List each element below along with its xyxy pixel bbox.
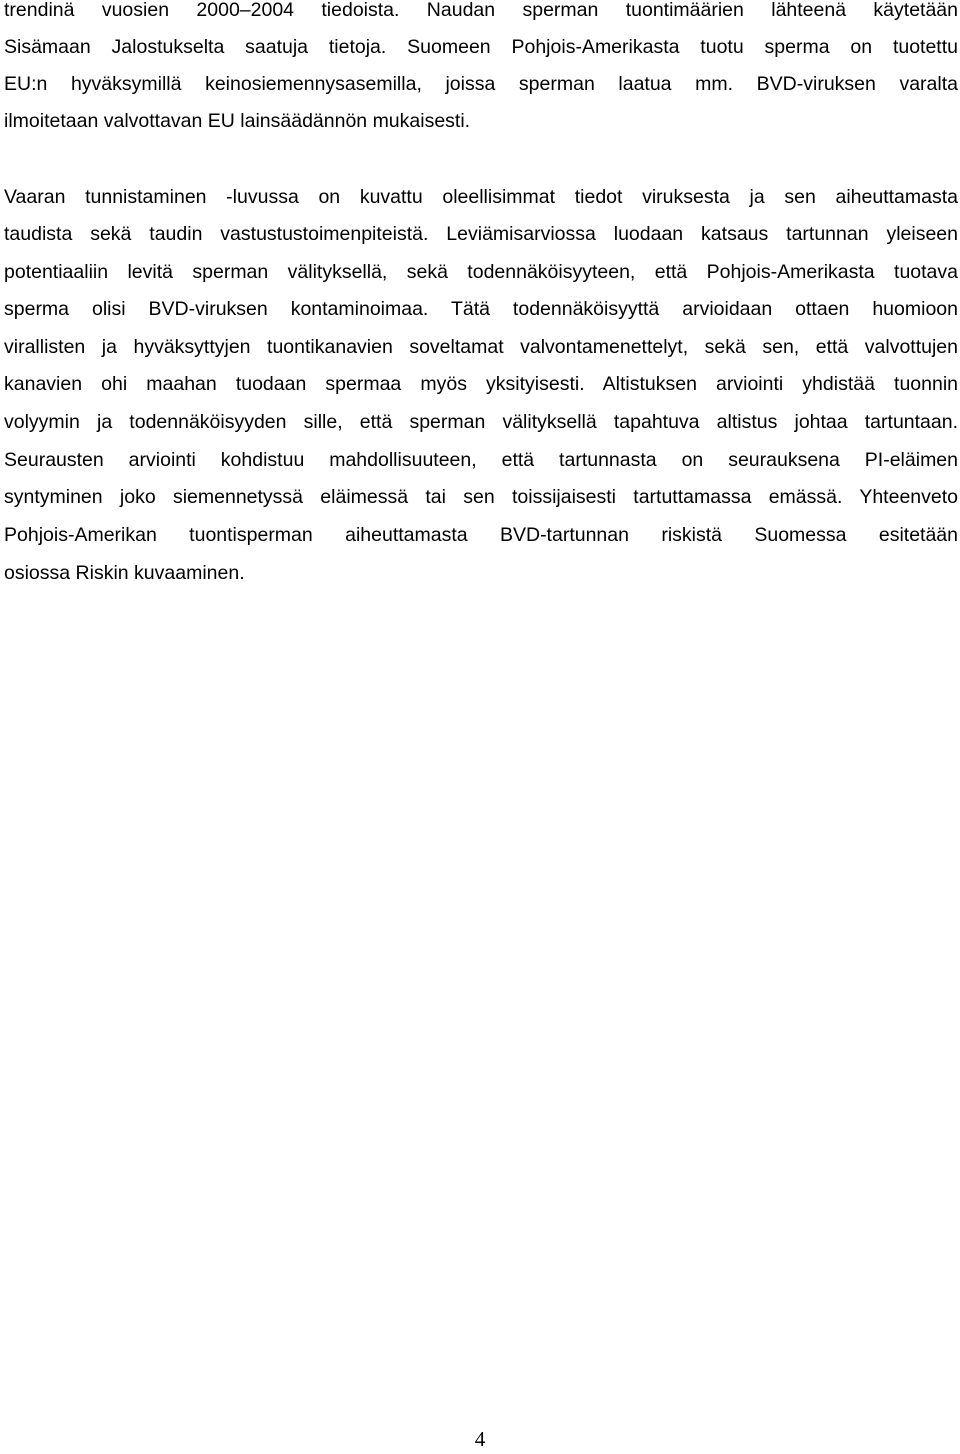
text-line: trendinä vuosien 2000–2004 tiedoista. Naudan sperman tuontimäärien lähteenä käytetään xyxy=(4,0,958,21)
page-number: 4 xyxy=(474,1427,486,1451)
text-line: virallisten ja hyväksyttyjen tuontikanavien soveltamat valvontamenettelyt, sekä sen, että valvottujen xyxy=(4,336,958,358)
text-line: potentiaaliin levitä sperman välityksellä, sekä todennäköisyyteen, että Pohjois-Amerikasta tuotava xyxy=(4,261,958,283)
text-line: sperma olisi BVD-viruksen kontaminoimaa. Tätä todennäköisyyttä arvioidaan ottaen huomioon xyxy=(4,298,958,320)
text-line: EU:n hyväksymillä keinosiemennysasemilla, joissa sperman laatua mm. BVD-viruksen varalta xyxy=(4,73,958,95)
text-line: Sisämaan Jalostukselta saatuja tietoja. Suomeen Pohjois-Amerikasta tuotu sperma on tuotettu xyxy=(4,36,958,58)
text-line: osiossa Riskin kuvaaminen. xyxy=(4,562,245,584)
text-line: Vaaran tunnistaminen -luvussa on kuvattu oleellisimmat tiedot viruksesta ja sen aiheuttamasta xyxy=(4,186,958,208)
text-line: taudista sekä taudin vastustustoimenpiteistä. Leviämisarviossa luodaan katsaus tartunnan yleiseen xyxy=(4,223,958,245)
text-line: kanavien ohi maahan tuodaan spermaa myös yksityisesti. Altistuksen arviointi yhdistää tuonnin xyxy=(4,373,958,395)
text-line: Seurausten arviointi kohdistuu mahdollisuuteen, että tartunnasta on seurauksena PI-eläimen xyxy=(4,449,958,471)
text-line: Pohjois-Amerikan tuontisperman aiheuttamasta BVD-tartunnan riskistä Suomessa esitetään xyxy=(4,524,958,546)
text-line: syntyminen joko siemennetyssä eläimessä tai sen toissijaisesti tartuttamassa emässä. Yhteenveto xyxy=(4,486,958,508)
text-line: volyymin ja todennäköisyyden sille, että sperman välityksellä tapahtuva altistus johtaa tartuntaan. xyxy=(4,411,958,433)
text-line: ilmoitetaan valvottavan EU lainsäädännön mukaisesti. xyxy=(4,110,471,132)
